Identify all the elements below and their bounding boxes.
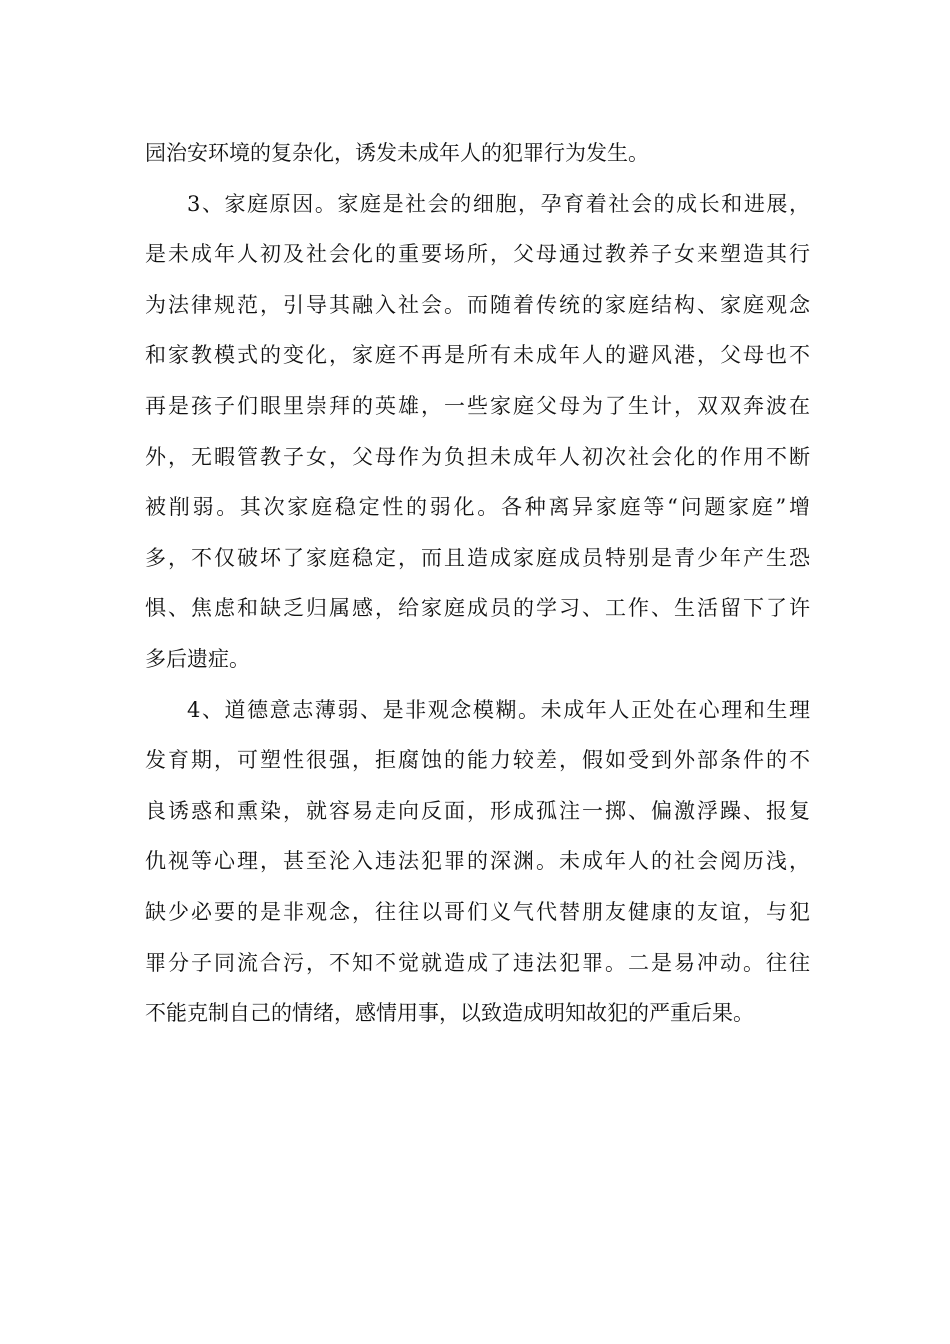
text-line: 多，不仅破坏了家庭稳定，而且造成家庭成员特别是青少年产生恐	[145, 545, 810, 570]
text-line: 缺少必要的是非观念，往往以哥们义气代替朋友健康的友谊，与犯	[145, 899, 810, 924]
paragraph-moral-cause	[145, 685, 810, 1039]
text-line: 为法律规范，引导其融入社会。而随着传统的家庭结构、家庭观念	[145, 292, 810, 317]
text-line: 园治安环境的复杂化，诱发未成年人的犯罪行为发生。	[145, 141, 649, 165]
text-line: 良诱惑和熏染，就容易走向反面，形成孤注一掷、偏激浮躁、报复	[145, 798, 810, 823]
text-line: 罪分子同流合污，不知不觉就造成了违法犯罪。二是易冲动。往往	[145, 950, 810, 975]
text-line: 被削弱。其次家庭稳定性的弱化。各种离异家庭等“问题家庭”增	[145, 495, 810, 520]
text-line: 再是孩子们眼里崇拜的英雄，一些家庭父母为了生计，双双奔波在	[145, 393, 810, 418]
text-line: 发育期，可塑性很强，拒腐蚀的能力较差，假如受到外部条件的不	[145, 748, 810, 773]
text-line: 不能克制自己的情绪，感情用事，以致造成明知故犯的严重后果。	[145, 1001, 754, 1026]
paragraph-family-cause	[145, 179, 810, 685]
text-line: 仇视等心理，甚至沦入违法犯罪的深渊。未成年人的社会阅历浅，	[145, 849, 810, 874]
paragraph-continuation	[145, 128, 810, 179]
text-line: 和家教模式的变化，家庭不再是所有未成年人的避风港，父母也不	[145, 343, 810, 368]
document-body	[145, 128, 810, 1039]
text-line: 3、家庭原因。家庭是社会的细胞，孕育着社会的成长和进展，	[187, 191, 810, 216]
text-line: 惧、焦虑和缺乏归属感，给家庭成员的学习、工作、生活留下了许	[145, 596, 810, 621]
text-line: 4、道德意志薄弱、是非观念模糊。未成年人正处在心理和生理	[187, 697, 810, 722]
text-line: 外，无暇管教子女，父母作为负担未成年人初次社会化的作用不断	[145, 444, 810, 469]
text-line: 是未成年人初及社会化的重要场所，父母通过教养子女来塑造其行	[145, 242, 810, 267]
text-line: 多后遗症。	[145, 646, 250, 671]
